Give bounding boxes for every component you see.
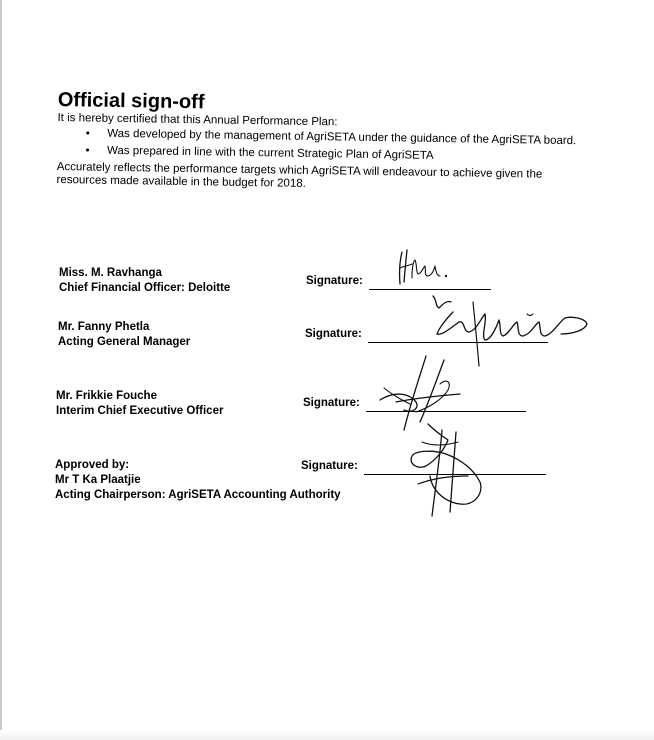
signature-label: Signature:	[305, 328, 362, 340]
approved-by-label: Approved by:	[55, 459, 130, 471]
signatory-title: Interim Chief Executive Officer	[56, 405, 224, 417]
list-item: • Was prepared in line with the current Strategic Plan of AgriSETA	[99, 145, 577, 166]
signatory-name: Mr T Ka Plaatjie	[55, 474, 141, 486]
closing-text: Accurately reflects the performance targets which AgriSETA will endeavour to achieve given the resources made available in the budget for 2018.	[56, 160, 543, 190]
signatory-name: Mr. Fanny Phetla	[58, 321, 150, 333]
intro-text: It is hereby certified that this Annual Performance Plan:	[57, 111, 338, 129]
page-title: Official sign-off	[57, 88, 205, 114]
signatory-block	[55, 389, 615, 419]
certification-section	[56, 88, 577, 195]
signature-plaatjie-handwriting	[398, 420, 498, 520]
signatory-name: Mr. Frikkie Fouche	[56, 390, 157, 402]
signature-ravhanga-handwriting	[390, 248, 460, 290]
signatory-title: Acting General Manager	[58, 336, 191, 348]
signature-label: Signature:	[301, 460, 358, 472]
scan-shadow	[0, 730, 654, 740]
scan-edge	[0, 0, 2, 740]
signatory-name: Miss. M. Ravhanga	[59, 267, 162, 279]
signatory-block	[55, 458, 615, 503]
certification-list	[57, 127, 577, 165]
signature-label: Signature:	[306, 275, 363, 287]
signature-label: Signature:	[303, 397, 360, 409]
signatory-title: Chief Financial Officer: Deloitte	[59, 282, 231, 294]
list-item: • Was developed by the management of AgriSETA under the guidance of the AgriSETA board.	[99, 128, 577, 149]
signatory-title: Acting Chairperson: AgriSETA Accounting Authority	[55, 489, 341, 501]
